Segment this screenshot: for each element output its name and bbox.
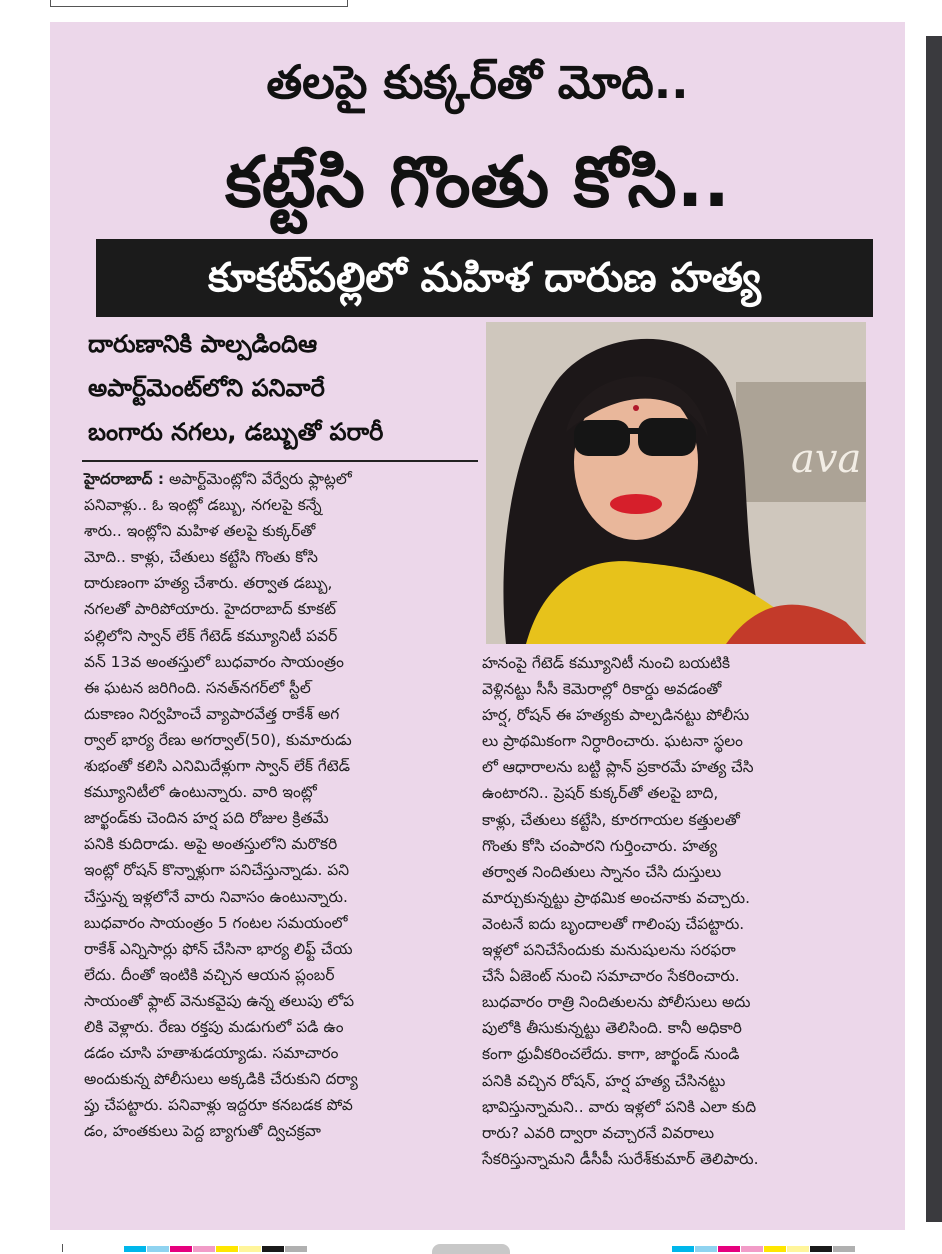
body-line: ర్వాల్ భార్య రేణు అగర్వాల్(50), కుమారుడు [84, 730, 352, 749]
registration-swatch [787, 1246, 809, 1252]
body-line: హర్ష, రోషన్ ఈ హత్యకు పాల్పడినట్టు పోలీసు [482, 706, 750, 725]
body-line: ఉంటారని.. ప్రెషర్ కుక్కర్‌తో తలపై బాది, [482, 784, 719, 803]
body-column-right [482, 650, 870, 1172]
registration-swatch [741, 1246, 763, 1252]
headline-banner: కూకట్‌పల్లిలో మహిళ దారుణ హత్య [96, 239, 873, 317]
body-line: అపార్ట్‌మెంట్లోని వేర్వేరు ఫ్లాట్లలో [168, 470, 352, 488]
body-line: మోది.. కాళ్లు, చేతులు కట్టేసి గొంతు కోసి [84, 548, 318, 567]
registration-swatch [833, 1246, 855, 1252]
body-line: శుభంతో కలిసి ఎనిమిదేళ్లుగా స్వాన్ లేక్ గేటెడ్ [84, 757, 351, 776]
body-line: దుకాణం నిర్వహించే వ్యాపారవేత్త రాకేశ్ అగ [84, 704, 340, 723]
body-line: బుధవారం రాత్రి నిందితులను పోలీసులు అదు [482, 993, 751, 1012]
body-line: ఈ ఘటన జరిగింది. సనత్‌నగర్‌లో స్టీల్ [84, 678, 311, 697]
body-line-first [84, 466, 464, 492]
body-line: వెంటనే ఐదు బృందాలతో గాలింపు చేపట్టారు. [482, 914, 745, 933]
body-line: నగలతో పారిపోయారు. హైదరాబాద్ కూకట్ [84, 600, 337, 619]
body-line: శారు.. ఇంట్లోని మహిళ తలపై కుక్కర్‌తో [84, 522, 316, 541]
body-line: ప్తు చేపట్టారు. పనివాళ్లు ఇద్దరూ కనబడక పోవ [84, 1096, 353, 1115]
victim-photo [486, 322, 866, 644]
deck-line: అపార్ట్‌మెంట్‌లోని పనివారే [88, 374, 325, 402]
body-line: లికి వెళ్లారు. రేణు రక్తపు మడుగులో పడి ఉం [84, 1017, 344, 1036]
body-line: రారు? ఎవరి ద్వారా వచ్చారనే వివరాలు [482, 1123, 715, 1142]
body-line: లేదు. దీంతో ఇంటికి వచ్చిన ఆయన ప్లంబర్ [84, 965, 335, 984]
registration-swatch [672, 1246, 694, 1252]
body-line: పనికి వచ్చిన రోషన్, హర్ష హత్య చేసినట్టు [482, 1071, 726, 1090]
body-line: దారుణంగా హత్య చేశారు. తర్వాత డబ్బు, [84, 574, 333, 593]
body-line: భావిస్తున్నామని.. వారు ఇళ్లలో పనికి ఎలా కుది [482, 1097, 757, 1116]
registration-swatch [695, 1246, 717, 1252]
registration-swatch [147, 1246, 169, 1252]
headline-line-2: కట్టేసి గొంతు కోసి.. [225, 141, 730, 223]
body-line: సేకరిస్తున్నామని డీసీపీ సురేశ్‌కుమార్ తెలిపారు. [482, 1149, 759, 1168]
body-line: లో ఆధారాలను బట్టి ప్లాన్ ప్రకారమే హత్య చేసి [482, 758, 754, 777]
body-line: డడం చూసి హతాశుడయ్యాడు. సమాచారం [84, 1044, 339, 1063]
portrait-illustration [486, 322, 866, 644]
body-line: మార్చుకున్నట్టు ప్రాథమిక అంచనాకు వచ్చారు. [482, 888, 751, 907]
headline-line-1: తలపై కుక్కర్‌తో మోది.. [266, 55, 689, 109]
body-line: జార్ఖండ్‌కు చెందిన హర్ష పది రోజుల క్రితమే [84, 809, 329, 828]
body-line: వన్ 13వ అంతస్తులో బుధవారం సాయంత్రం [84, 652, 344, 671]
body-line: ఇళ్లలో పనిచేసేందుకు మనుషులను సరఫరా [482, 941, 736, 960]
body-line: లు ప్రాథమికంగా నిర్ధారించారు. ఘటనా స్థలం [482, 732, 743, 751]
deck-line: బంగారు నగలు, డబ్బుతో పరారీ [88, 418, 384, 446]
body-line: ఇంట్లో రోషన్ కొన్నాళ్లుగా పనిచేస్తున్నాడు. పని [84, 861, 350, 880]
body-column-left [84, 466, 464, 1144]
registration-swatch [216, 1246, 238, 1252]
deck-divider [82, 460, 478, 462]
body-line: కాళ్లు, చేతులు కట్టేసి, కూరగాయల కత్తులతో [482, 810, 740, 829]
registration-swatch [764, 1246, 786, 1252]
body-line: కంగా ధ్రువీకరించలేదు. కాగా, జార్ఖండ్ నుండి [482, 1045, 740, 1064]
adjacent-column-edge [926, 36, 942, 1222]
registration-swatch [810, 1246, 832, 1252]
registration-swatch [193, 1246, 215, 1252]
body-line: పనివాళ్లు.. ఓ ఇంట్లో డబ్బు, నగలపై కన్నే [84, 496, 322, 515]
body-line: సాయంతో ఫ్లాట్ వెనుకవైపు ఉన్న తలుపు లోప [84, 991, 355, 1010]
body-line: హనంపై గేటెడ్ కమ్యూనిటీ నుంచి బయటికి [482, 654, 731, 672]
registration-swatch [285, 1246, 307, 1252]
body-line: పులోకి తీసుకున్నట్టు తెలిసింది. కానీ అధికారి [482, 1019, 742, 1038]
sub-headlines [88, 322, 478, 454]
body-line: అందుకున్న పోలీసులు అక్కడికి చేరుకుని దర్యా [84, 1070, 358, 1089]
body-line: చేస్తున్న ఇళ్లలోనే వారు నివాసం ఉంటున్నారు. [84, 887, 348, 906]
registration-swatch [170, 1246, 192, 1252]
registration-marks [0, 1240, 942, 1252]
registration-swatch [718, 1246, 740, 1252]
registration-swatch [239, 1246, 261, 1252]
news-article [50, 22, 905, 1230]
page-top-rule [50, 0, 348, 7]
body-line: రాకేశ్ ఎన్నిసార్లు ఫోన్ చేసినా భార్య లిఫ్ట్ చేయ [84, 939, 353, 958]
body-line: పల్లిలోని స్వాన్ లేక్ గేటెడ్ కమ్యూనిటీ పవర్ [84, 626, 338, 645]
background-sign-text: ava [791, 436, 862, 482]
body-line: చేసే ఏజెంట్ నుంచి సమాచారం సేకరించారు. [482, 967, 740, 986]
body-line: తర్వాత నిందితులు స్నానం చేసి దుస్తులు [482, 862, 722, 881]
dateline: హైదరాబాద్ : [84, 470, 165, 488]
body-line: వెళ్లినట్టు సీసీ కెమెరాల్లో రికార్డు అవడంతో [482, 680, 722, 699]
registration-swatch [124, 1246, 146, 1252]
body-line: బుధవారం సాయంత్రం 5 గంటల సమయంలో [84, 913, 348, 932]
body-line: డం, హంతకులు పెద్ద బ్యాగుతో ద్విచక్రవా [84, 1122, 321, 1141]
deck-line: దారుణానికి పాల్పడిందిఆ [88, 330, 318, 358]
body-line: కమ్యూనిటీలో ఉంటున్నారు. వారి ఇంట్లో [84, 783, 317, 802]
body-line: గొంతు కోసి చంపారని గుర్తించారు. హత్య [482, 836, 718, 855]
registration-swatch [262, 1246, 284, 1252]
body-line: పనికి కుదిరాడు. అపై అంతస్తులోని మరొకరి [84, 835, 338, 854]
